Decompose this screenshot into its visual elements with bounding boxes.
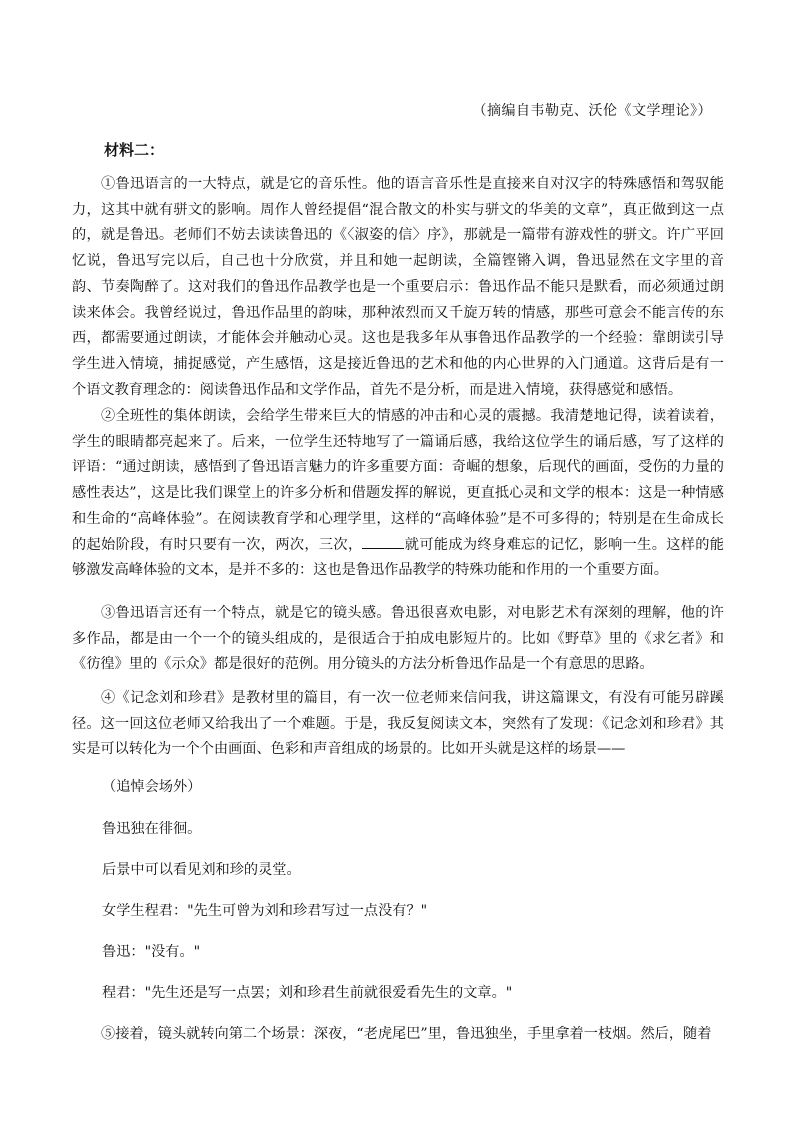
script-line-background: 后景中可以看见刘和珍的灵堂。	[102, 862, 301, 878]
paragraph-3: ③鲁迅语言还有一个特点，就是它的镜头感。鲁迅很喜欢电影，对电影艺术有深刻的理解，他的许多作品，都是由一个一个的镜头组成的，是很适合于拍成电影短片的。比如《野草》里的《求乞者》和《彷徨》里的《示众》都是很好的范例。用分镜头的方法分析鲁迅作品是一个有意思的思路。	[72, 605, 724, 673]
script-line-dialogue-2: 鲁迅："没有。"	[102, 944, 201, 960]
paragraph-4: ④《记念刘和珍君》是教材里的篇目，有一次一位老师来信问我，讲这篇课文，有没有可能另辟蹊径。这一回这位老师又给我出了一个难题。于是，我反复阅读文本，突然有了发现：《记念刘和珍君》其实是可以转化为一个个由画面、色彩和声音组成的场景的。比如开头就是这样的场景——	[72, 690, 724, 758]
script-line-dialogue-3: 程君："先生还是写一点罢；刘和珍君生前就很爱看先生的文章。"	[102, 985, 513, 1001]
source-citation: （摘编自韦勒克、沃伦《文学理论》）	[472, 103, 712, 119]
paragraph-5: ⑤接着，镜头就转向第二个场景：深夜，“老虎尾巴”里，鲁迅独坐，手里拿着一枝烟。然后，随着	[101, 1026, 712, 1042]
section-heading: 材料二：	[104, 141, 165, 159]
fill-in-blank	[362, 534, 404, 549]
paragraph-1: ①鲁迅语言的一大特点，就是它的音乐性。他的语言音乐性是直接来自对汉字的特殊感悟和驾驭能力，这其中就有骈文的影响。周作人曾经提倡“混合散文的朴实与骈文的华美的文章”，真正做到这一点的，就是鲁迅。老师们不妨去读读鲁迅的《〈淑姿的信〉序》，那就是一篇带有游戏性的骈文。许广平回忆说，鲁迅写完以后，自己也十分欣赏，并且和她一起朗读，全篇铿锵入调，鲁迅显然在文字里的音韵、节奏陶醉了。这对我们的鲁迅作品教学也是一个重要启示：鲁迅作品不能只是默看，而必须通过朗读来体会。我曾经说过，鲁迅作品里的韵味，那种浓烈而又千旋万转的情感，那些可意会不能言传的东西，都需要通过朗读，才能体会并触动心灵。这也是我多年从事鲁迅作品教学的一个经验：靠朗读引导学生进入情境，捕捉感觉，产生感悟，这是接近鲁迅的艺术和他的内心世界的入门通道。这背后是有一个语文教育理念的：阅读鲁迅作品和文学作品，首先不是分析，而是进入情境，获得感觉和感悟。	[72, 176, 724, 398]
script-line-dialogue-1: 女学生程君："先生可曾为刘和珍君写过一点没有？"	[102, 903, 428, 919]
paragraph-2-text-after-blank: 就可能成为终身难忘的记忆，影响一生。这样的能够激发高峰体验的文本，是并不多的：这也是鲁迅作品教学的特殊功能和作用的一个重要方面。	[72, 536, 724, 579]
script-line-action: 鲁迅独在徘徊。	[102, 821, 202, 837]
paragraph-2	[72, 404, 724, 584]
script-line-scene: （追悼会场外）	[102, 779, 202, 795]
paragraph-2-text-before-blank: ②全班性的集体朗读，会给学生带来巨大的情感的冲击和心灵的震撼。我清楚地记得，读着读着，学生的眼睛都亮起来了。后来，一位学生还特地写了一篇诵后感，我给这位学生的诵后感，写了这样的评语：“通过朗读，感悟到了鲁迅语言魅力的许多重要方面：奇崛的想象，后现代的画面，受伤的力量的感性表达”，这是比我们课堂上的许多分析和借题发挥的解说，更直抵心灵和文学的根本：这是一种情感和生命的“高峰体验”。在阅读教育学和心理学里，这样的“高峰体验”是不可多得的；特别是在生命成长的起始阶段，有时只要有一次，两次，三次，	[72, 408, 724, 553]
